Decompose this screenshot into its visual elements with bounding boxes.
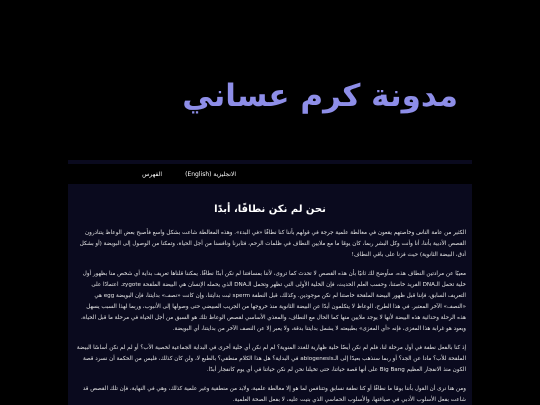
nav-bar bbox=[68, 164, 472, 184]
post-paragraph: إذ كنا بالفعل نطفة في أول مرحلة لنا، فلم لم نكن أيضًا خلية ظهارية للغدد المنوية؟ لم لم نكن أي خلية أخرى في البداية الجماعية لخصية الأب؟ أو لم لم نكن أساسًا البيضة الملقحة للأب؟ مادا عن الجد؟ أو ربما سنذهب بعيدًا إلى الـabiogenesis في البداية؟ هل هذا الكلام منطقي؟ بالطبع لا، ولن كان كذلك، فليس من الحكمة أن نسرد قصة الكون منذ الانفجار العظيم Big Bang على أنها قصة حياتنا، حتى تخيلنا نحن لم نكن حياتنا في أي يوم كانفجار أبدًا. bbox=[76, 345, 466, 373]
post-paragraph: ومن هنا نرى أن القول بأننا يومًا ما نطافًا أو كنا نطفة نسابق وتتنافس لما هو إلا مغالطة علمية، ولابد من منطقية وغير علمية كذلك، وهي في النهاية، فإن تلك القصص قد شاعت بفعل الأسلوب الأدبي في صياغتها، والأسلوب الحماسي الذي بنيت عليه، لا بفعل الصحة العلمية. bbox=[82, 386, 466, 403]
post-paragraph: الكثير من عامة الناس وخاصتهم يقعون في مغالطة علمية جرجة في قولهم بأننا كنا نطافًا «في البدء». وهذه المغالطة شاعت بشكل واسع فأصبح بعض الوعاظ يتنادرون القصص الأدبية بأننا، أنا وأنت وكل البشر ربما، كان يومًا ما مع ملايين النطاف في ظلمات الرحم، فثابرنا ونافسنا من أجل الحياة، وتمكنا من الوصول إلى البويضة (أو بشكل أدق، البيضة الثانوية) حيث فزنا على باقي النطاف! bbox=[79, 230, 466, 258]
post-title[interactable]: نحن لم نكن نطافًا، أبدًا bbox=[214, 204, 326, 215]
blog-header bbox=[68, 0, 472, 160]
post-paragraph: معيبًا عن مرادتين النطاف هذه، سأوضح لك ثانيًا بأن هذه القصص لا تحدث كما تروى، لأننا بمسافتنا لم نكن أبدًا نطافًا. يمكننا قلناها تعريف بداية أي شخص منا بظهور أول خلية تحمل الـDNA الفريد خاصتنا، وحسب العلم الحديث، فإن الخلية الأولى التي تظهر وتحمل الـDNA الذي يحمله الإنسان هي البيضة الملقحة zygote. اعتمادًا على التعريف السابق، فإننا قبل ظهور البيضة الملقحة خاصتنا لم نكن موجودين. وكذلك، قبل النطفة sperm ثبت بدايتنا، وإن كانت «نصف» بدايتنا، فإن البويضة egg هي «النصف» الآخر المعتبر. في هذا الطرح، الوعاظ لا يتكلمون أبدًا عن البيضة الثانوية منذ خروجها من الجريب المبيضي حتى وصولها إلى الأنبوب، وربما لهذا السبب يسهل هذه الرحلة وحداثية هذه البيضة لأنها لا يوجد ملايين منها كما الحال مع النطاف، والمغذي الأساسي لقصص الوعاظ تلك هو السبق من أجل الحياة في مرحلة ما قبل الحياة، ويعود هو غرابة هذا المغزى، فإنه «أي المغزى» بطبيعته لا يشمل بدايتنا بدقة، ولا يعبر إلا عن النصف الآخر من بدايتنا، أي البويضة. bbox=[81, 271, 466, 332]
post-body bbox=[76, 228, 466, 405]
site-title[interactable]: مدونة كرم عساني bbox=[182, 78, 458, 114]
main-content bbox=[68, 160, 472, 405]
nav-item-english[interactable]: الانجليزية (English) bbox=[185, 171, 236, 178]
nav-item-index[interactable]: الفهرس bbox=[142, 171, 162, 178]
